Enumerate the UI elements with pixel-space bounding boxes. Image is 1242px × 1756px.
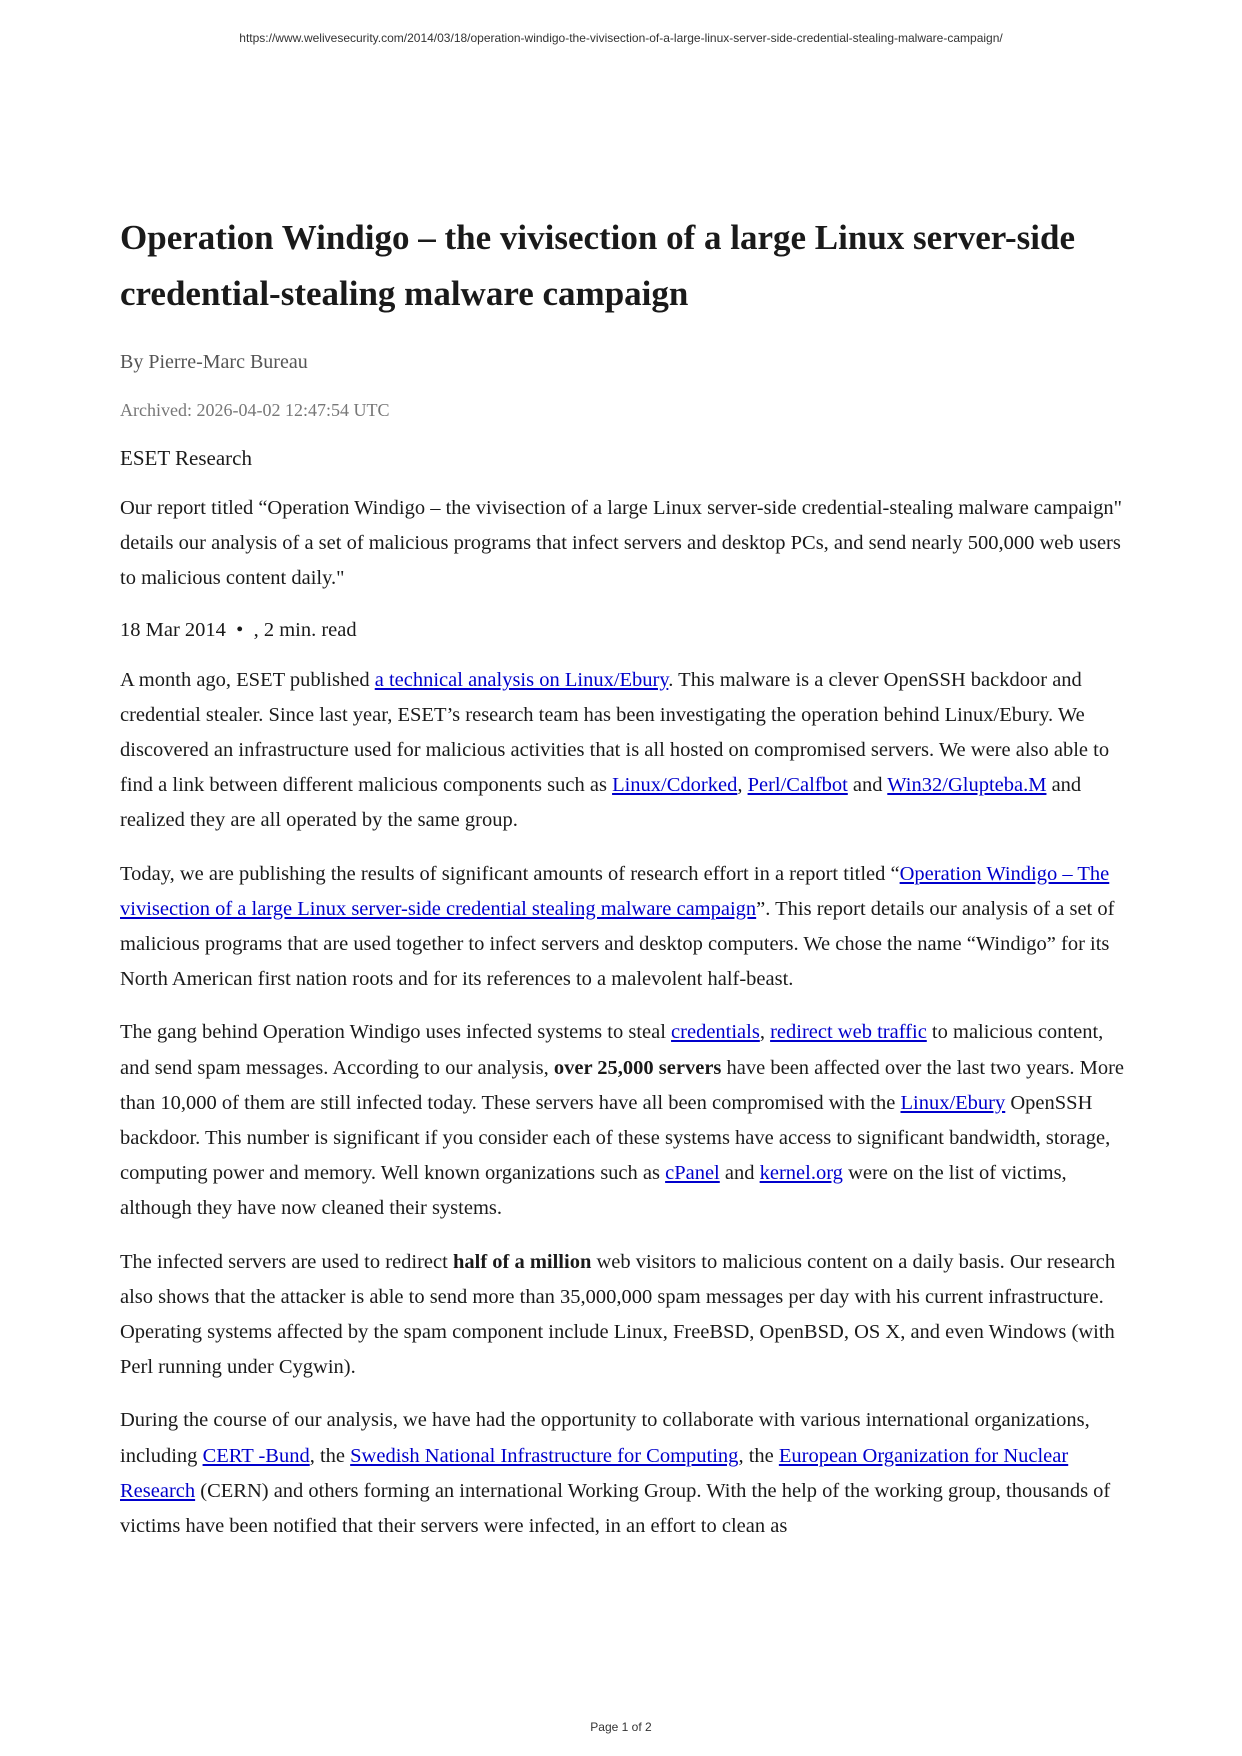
archived-timestamp: Archived: 2026-04-02 12:47:54 UTC	[120, 400, 390, 420]
link-credentials[interactable]: credentials	[671, 1021, 760, 1044]
link-win32-glupteba[interactable]: Win32/Glupteba.M	[887, 774, 1047, 797]
link-ebury-analysis[interactable]: a technical analysis on Linux/Ebury	[374, 668, 669, 691]
text: and	[719, 1162, 760, 1185]
article	[120, 210, 1130, 1544]
text: , the	[309, 1444, 351, 1467]
paragraph-3	[120, 1015, 1130, 1226]
text: . This malware is a clever OpenSSH backdoor and credential stealer. Since last year, ESET’s research team has been investigating the operation behind Linux/Ebury. We discovered an infrastructure used for malicious activities that is all hosted on compromised servers. We were also able to find a link between different malicious components such as	[120, 668, 1110, 797]
article-title: Operation Windigo – the vivisection of a large Linux server-side credential-stealing malware campaign	[120, 218, 1076, 313]
text: OpenSSH backdoor. This number is significant if you consider each of these systems have access to significant bandwidth, storage, computing power and memory. Well known organizations such as	[120, 1091, 1111, 1185]
author-byline: By Pierre-Marc Bureau	[120, 351, 308, 373]
paragraph-4	[120, 1245, 1130, 1386]
bold-text: half of a million	[452, 1250, 592, 1273]
bold-text: over 25,000 servers	[553, 1056, 722, 1079]
category-label: ESET Research	[120, 446, 252, 470]
paragraph-1	[120, 663, 1130, 839]
meta-separator: •	[236, 618, 244, 641]
text: web visitors to malicious content on a daily basis. Our research also shows that the attacker is able to send more than 35,000,000 spam messages per day with his current infrastructure. Operating systems affected by the spam component include Linux, FreeBSD, OpenBSD, OS X, and even Windows (with Perl running under Cygwin).	[120, 1250, 1116, 1379]
link-cern[interactable]: European Organization for Nuclear Research	[120, 1444, 1069, 1502]
text: ,	[759, 1021, 771, 1044]
link-snic[interactable]: Swedish National Infrastructure for Computing	[350, 1444, 739, 1467]
article-meta	[120, 615, 1130, 645]
page-number: Page 1 of 2	[590, 1720, 652, 1734]
link-kernel-org[interactable]: kernel.org	[759, 1162, 843, 1185]
text: and	[847, 774, 888, 797]
article-summary: Our report titled “Operation Windigo – the vivisection of a large Linux server-side credential-stealing malware campaign" details our analysis of a set of malicious programs that infect servers and desktop PCs, and send nearly 500,000 web users to malicious content daily."	[120, 497, 1122, 590]
read-time: , 2 min. read	[253, 618, 357, 641]
page-url: https://www.welivesecurity.com/2014/03/18/operation-windigo-the-vivisection-of-a-large-linux-server-side-credential-stealing-malware-campaign/	[239, 31, 1003, 45]
link-windigo-report[interactable]: Operation Windigo – The vivisection of a large Linux server-side credential stealing malware campaign	[120, 862, 1110, 920]
text: to malicious content, and send spam messages. According to our analysis,	[120, 1021, 1104, 1079]
text: The infected servers are used to redirect	[120, 1250, 453, 1273]
paragraph-5	[120, 1403, 1130, 1544]
text: ,	[737, 774, 748, 797]
text: Today, we are publishing the results of significant amounts of research effort in a report titled “	[120, 862, 900, 885]
text: A month ago, ESET published	[120, 668, 375, 691]
paragraph-2	[120, 857, 1130, 998]
text: and realized they are all operated by the same group.	[120, 774, 1082, 832]
text: The gang behind Operation Windigo uses infected systems to steal	[120, 1021, 672, 1044]
text: were on the list of victims, although they have now cleaned their systems.	[120, 1162, 1067, 1220]
link-redirect-web-traffic[interactable]: redirect web traffic	[770, 1021, 927, 1044]
text: ”. This report details our analysis of a set of malicious programs that are used together to infect servers and desktop computers. We chose the name “Windigo” for its North American first nation roots and for its references to a malevolent half-beast.	[120, 897, 1115, 991]
text: , the	[738, 1444, 779, 1467]
publish-date: 18 Mar 2014	[120, 618, 226, 641]
link-linux-ebury[interactable]: Linux/Ebury	[900, 1091, 1006, 1114]
text: During the course of our analysis, we have had the opportunity to collaborate with various international organizations, including	[120, 1409, 1090, 1467]
text: (CERN) and others forming an international Working Group. With the help of the working group, thousands of victims have been notified that their servers were infected, in an effort to clean as	[120, 1479, 1111, 1538]
link-cert-bund[interactable]: CERT -Bund	[202, 1444, 310, 1467]
link-linux-cdorked[interactable]: Linux/Cdorked	[612, 774, 738, 797]
link-perl-calfbot[interactable]: Perl/Calfbot	[747, 774, 848, 797]
text: have been affected over the last two years. More than 10,000 of them are still infected today. These servers have all been compromised with the	[120, 1056, 1125, 1114]
link-cpanel[interactable]: cPanel	[665, 1162, 720, 1185]
